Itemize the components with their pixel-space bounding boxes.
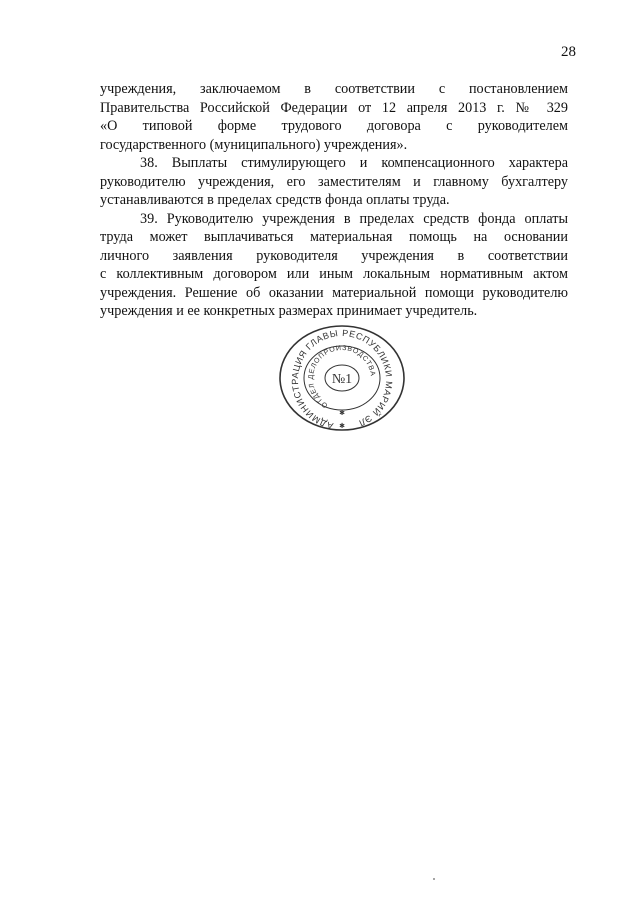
text-line: учреждения, заключаемом в соответствии с постановлением	[100, 81, 568, 97]
star-icon: ✱	[339, 422, 345, 430]
page-number: 28	[561, 44, 576, 60]
paragraph-continuation	[100, 80, 568, 154]
text-line: руководителю учреждения, его заместителям и главному бухгалтеру	[100, 173, 568, 190]
paragraph-39	[100, 210, 568, 321]
seal-outer-text: АДМИНИСТРАЦИЯ ГЛАВЫ РЕСПУБЛИКИ МАРИЙ ЭЛ	[289, 327, 395, 432]
text-line: 39. Руководителю учреждения в пределах средств фонда оплаты	[140, 210, 568, 227]
text-line: с коллективным договором или иным локальным нормативным актом	[100, 266, 568, 282]
official-seal	[272, 320, 412, 432]
text-line: государственного (муниципального) учреждения».	[100, 136, 408, 153]
text-line: устанавливаются в пределах средств фонда оплаты труда.	[100, 192, 450, 208]
text-line: 38. Выплаты стимулирующего и компенсационного характера	[140, 155, 568, 171]
text-line: учреждения. Решение об оказании материальной помощи руководителю	[100, 284, 568, 301]
text-line: труда может выплачиваться материальная помощь на основании	[100, 229, 568, 245]
star-icon: ✱	[339, 409, 345, 417]
seal-inner-text: ОТДЕЛ ДЕЛОПРОИЗВОДСТВА	[307, 344, 376, 409]
scan-speck	[433, 878, 435, 880]
text-line: Правительства Российской Федерации от 12 апреля 2013 г. № 329	[100, 99, 568, 116]
text-line: «О типовой форме трудового договора с руководителем	[100, 118, 568, 134]
paragraph-38	[100, 154, 568, 210]
seal-center-text: №1	[331, 372, 353, 387]
document-body	[100, 80, 568, 321]
text-line: личного заявления руководителя учреждения в соответствии	[100, 247, 568, 264]
text-line: учреждения и ее конкретных размерах принимает учредитель.	[100, 303, 478, 319]
